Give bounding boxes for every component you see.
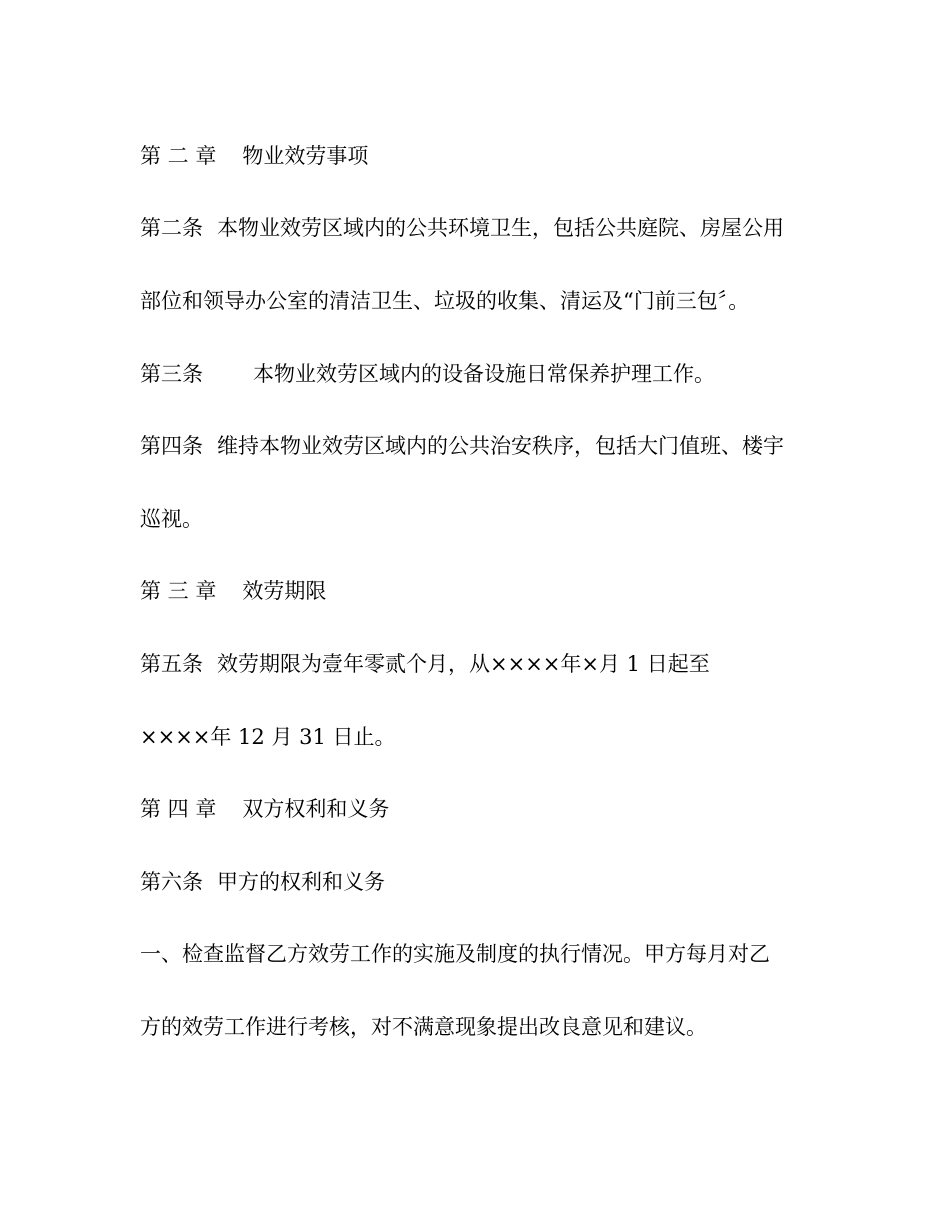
article-2-line-2 — [140, 287, 820, 315]
article-5-text-2: ××××年 12 月 31 日止。 — [140, 725, 396, 749]
chapter-4-heading — [140, 795, 820, 823]
article-3-label: 第三条 — [140, 362, 203, 386]
item-1-line-2 — [140, 1013, 820, 1041]
article-5-line-2 — [140, 723, 820, 751]
article-3 — [140, 360, 820, 388]
chapter-3-title: 效劳期限 — [242, 579, 327, 603]
chapter-2-title: 物业效劳事项 — [242, 144, 369, 168]
chapter-4-title: 双方权利和义务 — [242, 797, 390, 821]
item-1-line-1 — [140, 940, 820, 968]
chapter-2-heading — [140, 142, 820, 170]
article-2-label: 第二条 — [140, 216, 203, 240]
article-4-line-2 — [140, 505, 820, 533]
article-6-label: 第六条 — [140, 870, 203, 894]
item-1-text-1: 一、检查监督乙方效劳工作的实施及制度的执行情况。甲方每月对乙 — [140, 942, 770, 966]
article-3-text: 本物业效劳区域内的设备设施日常保养护理工作。 — [253, 362, 715, 386]
item-1-text-2: 方的效劳工作进行考核，对不满意现象提出改良意见和建议。 — [140, 1015, 707, 1039]
article-4-label: 第四条 — [140, 434, 203, 458]
article-4-line-1 — [140, 432, 820, 460]
article-2-text-2: 部位和领导办公室的清洁卫生、垃圾的收集、清运及“门前三包〞。 — [140, 289, 750, 313]
article-2-line-1 — [140, 214, 820, 242]
chapter-4-label: 第 四 章 — [140, 797, 217, 821]
chapter-2-label: 第 二 章 — [140, 144, 217, 168]
article-2-text-1: 本物业效劳区域内的公共环境卫生，包括公共庭院、房屋公用 — [217, 216, 784, 240]
article-6-text: 甲方的权利和义务 — [217, 870, 385, 894]
article-5-label: 第五条 — [140, 652, 203, 676]
article-4-text-2: 巡视。 — [140, 507, 203, 531]
article-4-text-1: 维持本物业效劳区域内的公共治安秩序，包括大门值班、楼宇 — [217, 434, 784, 458]
article-5-line-1 — [140, 650, 820, 678]
chapter-3-label: 第 三 章 — [140, 579, 217, 603]
chapter-3-heading — [140, 577, 820, 605]
article-5-text-1: 效劳期限为壹年零贰个月，从××××年×月 1 日起至 — [217, 652, 710, 676]
article-6 — [140, 868, 820, 896]
